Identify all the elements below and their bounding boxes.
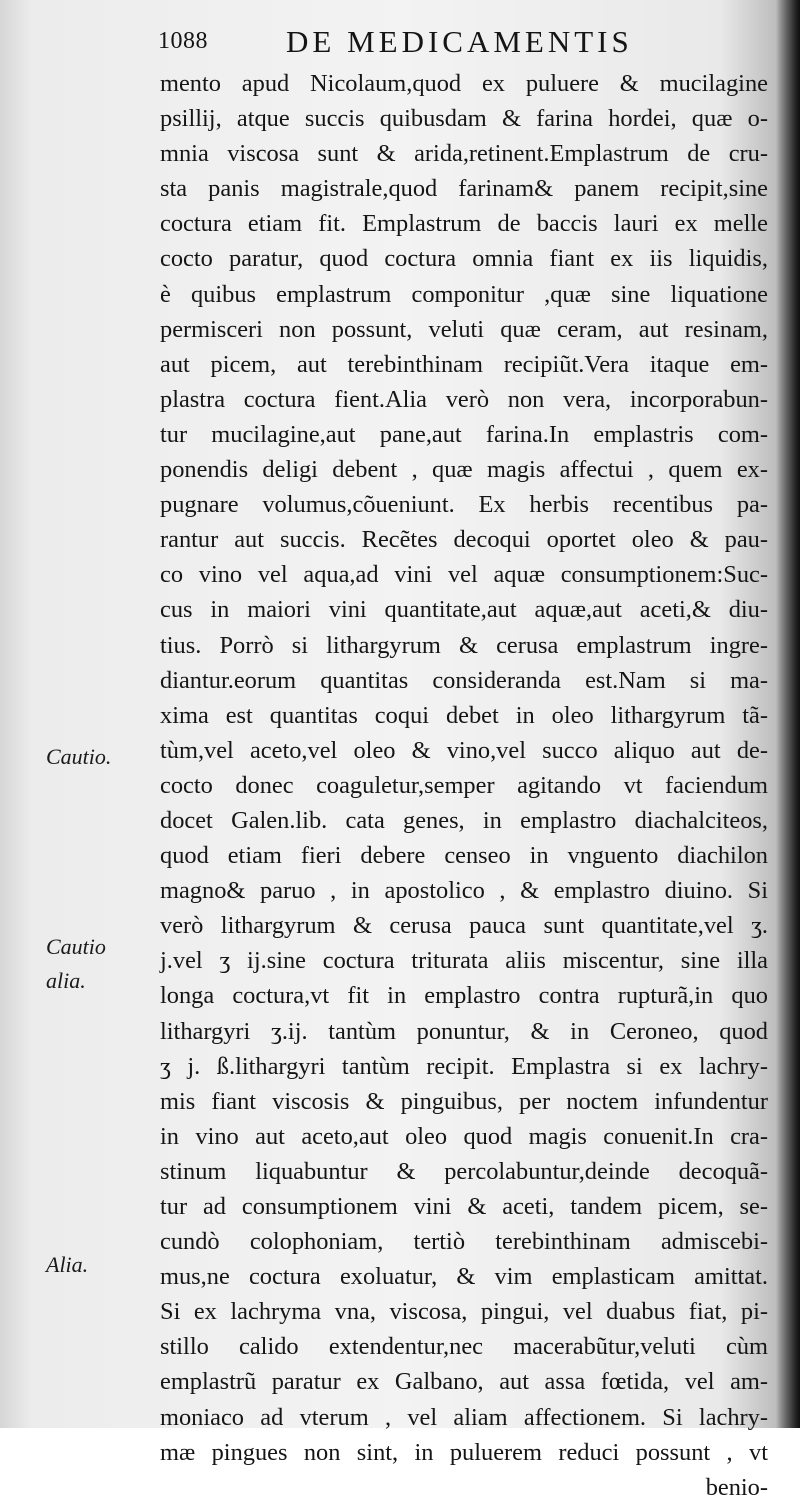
text-line: pugnare volumus,cõueniunt. Ex herbis recentibus pa-	[160, 491, 768, 519]
text-line: cocto paratur, quod coctura omnia fiant ex iis liquidis,	[160, 245, 768, 273]
text-line: coctura etiam fit. Emplastrum de baccis lauri ex melle	[160, 210, 768, 238]
text-line: longa coctura,vt fit in emplastro contra rupturã,in quo	[160, 982, 768, 1010]
text-line: magno& paruo , in apostolico , & emplastro diuino. Si	[160, 877, 768, 905]
text-line: stinum liquabuntur & percolabuntur,deinde decoquã-	[160, 1157, 768, 1185]
text-line: rantur aut succis. Recẽtes decoqui oportet oleo & pau-	[160, 526, 768, 554]
text-line: mento apud Nicolaum,quod ex puluere & mucilagine	[160, 70, 768, 97]
margin-note-cautio-alia-2: alia.	[46, 968, 86, 993]
margin-note-alia: Alia.	[46, 1252, 89, 1277]
text-line: verò lithargyrum & cerusa pauca sunt quantitate,vel ʒ.	[160, 912, 768, 940]
text-line: sta panis magistrale,quod farinam& panem recipit,sine	[160, 175, 768, 203]
text-line: emplastrũ paratur ex Galbano, aut assa fœtida, vel am-	[160, 1368, 768, 1396]
text-line: plastra coctura fient.Alia verò non vera, incorporabun-	[160, 385, 768, 413]
text-line: cocto donec coaguletur,semper agitando vt faciendum	[160, 771, 768, 799]
text-line: ʒ j. ß.lithargyri tantùm recipit. Emplastra si ex lachry-	[160, 1052, 768, 1080]
text-line: Si ex lachryma vna, viscosa, pingui, vel duabus fiat, pi-	[160, 1298, 768, 1326]
text-line: è quibus emplastrum componitur ,quæ sine liquatione	[160, 280, 768, 308]
text-line: mnia viscosa sunt & arida,retinent.Emplastrum de cru-	[160, 140, 768, 168]
text-line: tur mucilagine,aut pane,aut farina.In emplastris com-	[160, 420, 768, 448]
text-line: ponendis deligi debent , quæ magis affectui , quem ex-	[160, 456, 768, 484]
text-line: tur ad consumptionem vini & aceti, tandem picem, se-	[160, 1193, 768, 1220]
text-line: mæ pingues non sint, in puluerem reduci possunt , vt	[160, 1438, 768, 1466]
text-line: xima est quantitas coqui debet in oleo lithargyrum tã-	[160, 701, 768, 729]
text-line: diantur.eorum quantitas consideranda est.Nam si ma-	[160, 666, 768, 694]
margin-note-cautio-alia-1: Cautio	[46, 934, 106, 959]
margin-note-cautio: Cautio.	[46, 744, 112, 769]
text-line: cus in maiori vini quantitate,aut aquæ,aut aceti,& diu-	[160, 596, 768, 624]
text-line: lithargyri ʒ.ij. tantùm ponuntur, & in Ceroneo, quod	[160, 1017, 768, 1045]
body-text	[160, 66, 768, 1505]
text-line: mus,ne coctura exoluatur, & vim emplasticam amittat.	[160, 1263, 768, 1291]
text-line: psillij, atque succis quibusdam & farina hordei, quæ o-	[160, 105, 768, 133]
text-line: cundò colophoniam, tertiò terebinthinam admiscebi-	[160, 1228, 768, 1256]
text-line: tius. Porrò si lithargyrum & cerusa emplastrum ingre-	[160, 631, 768, 659]
binding-shadow	[776, 0, 800, 1428]
text-line: mis fiant viscosis & pinguibus, per noctem infundentur	[160, 1087, 768, 1115]
text-line: aut picem, aut terebinthinam recipiũt.Vera itaque em-	[160, 350, 768, 378]
catchword: benio-	[705, 1473, 768, 1501]
text-line: in vino aut aceto,aut oleo quod magis conuenit.In cra-	[160, 1122, 768, 1150]
text-line: j.vel ʒ ij.sine coctura triturata aliis miscentur, sine illa	[160, 947, 768, 975]
text-line: co vino vel aqua,ad vini vel aquæ consumptionem:Suc-	[160, 561, 768, 589]
text-line: docet Galen.lib. cata genes, in emplastro diachalciteos,	[160, 806, 768, 834]
running-title: DE MEDICAMENTIS	[286, 24, 633, 59]
text-line: tùm,vel aceto,vel oleo & vino,vel succo aliquo aut de-	[160, 736, 768, 764]
text-line: moniaco ad vterum , vel aliam affectionem. Si lachry-	[160, 1403, 768, 1431]
text-line: permisceri non possunt, veluti quæ ceram, aut resinam,	[160, 315, 768, 343]
text-line: stillo calido extendentur,nec macerabũtur,veluti cùm	[160, 1333, 768, 1361]
text-line: quod etiam fieri debere censeo in vnguento diachilon	[160, 842, 768, 870]
page-number: 1088	[158, 28, 208, 54]
